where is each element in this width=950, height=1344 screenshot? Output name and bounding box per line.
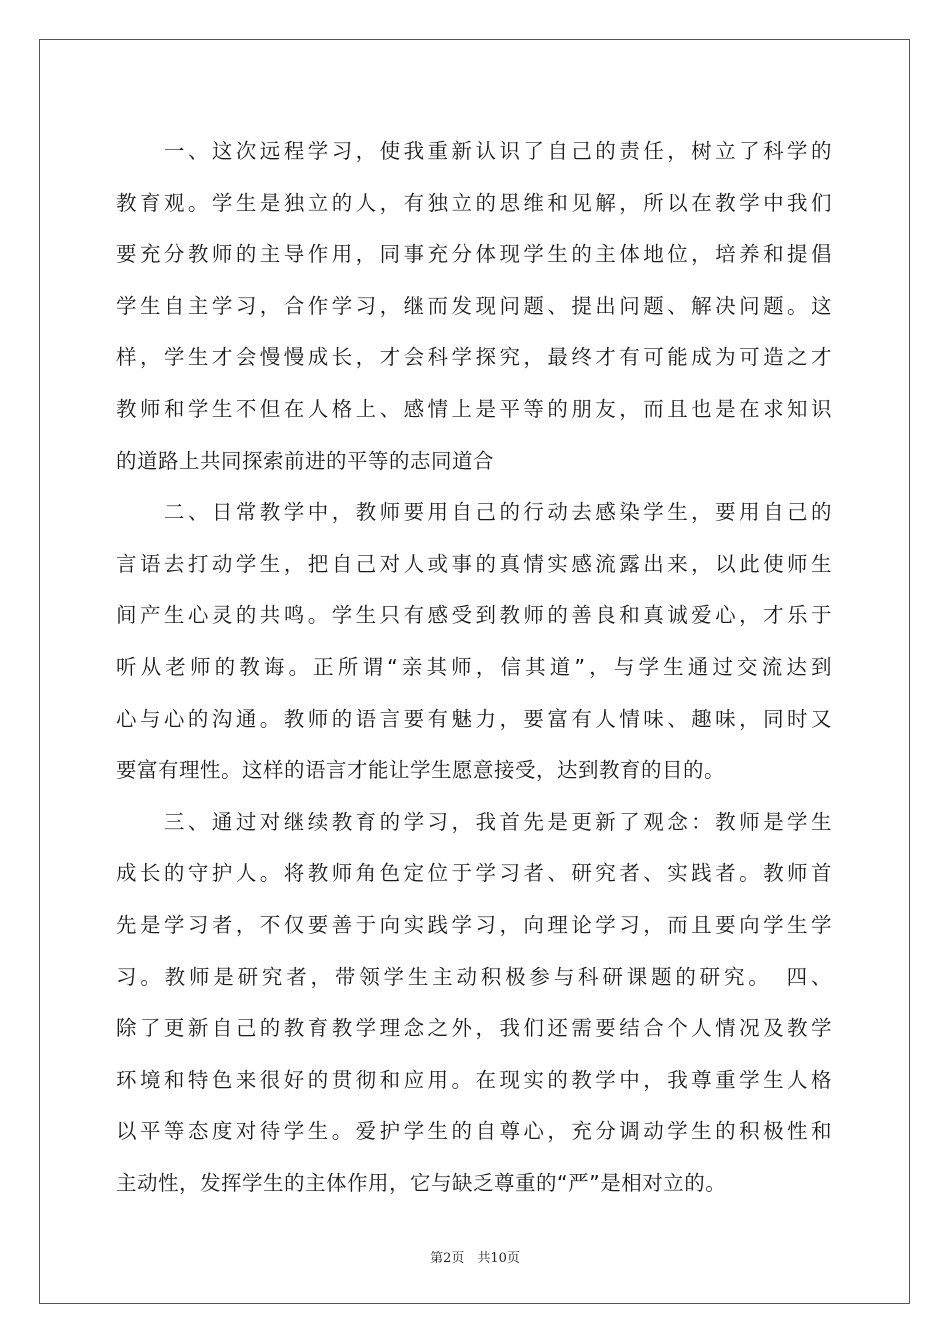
text-line: 听从老师的教诲。正所谓“亲其师，信其道”，与学生通过交流达到: [116, 654, 832, 679]
text-line: 的道路上共同探索前进的平等的志同道合: [116, 448, 494, 473]
text-line: 先是学习者，不仅要善于向实践学习，向理论学习，而且要向学生学: [116, 912, 832, 937]
text-line: 以平等态度对待学生。爱护学生的自尊心，充分调动学生的积极性和: [116, 1119, 832, 1144]
text-line: 环境和特色来很好的贯彻和应用。在现实的教学中，我尊重学生人格: [116, 1067, 832, 1092]
text-line: 心与心的沟通。教师的语言要有魅力，要富有人情味、趣味，同时又: [116, 706, 832, 731]
text-line: 间产生心灵的共鸣。学生只有感受到教师的善良和真诚爱心，才乐于: [116, 603, 832, 628]
text-line: 教师和学生不但在人格上、感情上是平等的朋友，而且也是在求知识: [116, 396, 832, 421]
text-line: 三、通过对继续教育的学习，我首先是更新了观念：教师是学生: [116, 809, 832, 834]
text-line: 习。教师是研究者，带领学生主动积极参与科研课题的研究。 四、: [116, 964, 832, 989]
document-body: [116, 126, 832, 1209]
text-line: 学生自主学习，合作学习，继而发现问题、提出问题、解决问题。这: [116, 293, 832, 318]
text-line: 言语去打动学生，把自己对人或事的真情实感流露出来，以此使师生: [116, 551, 832, 576]
text-line: 除了更新自己的教育教学理念之外，我们还需要结合个人情况及教学: [116, 1016, 832, 1041]
text-line: 要富有理性。这样的语言才能让学生愿意接受，达到教育的目的。: [116, 758, 725, 783]
text-line: 一、这次远程学习，使我重新认识了自己的责任，树立了科学的: [116, 139, 832, 163]
text-line: 要充分教师的主导作用，同事充分体现学生的主体地位，培养和提倡: [116, 242, 832, 267]
text-line: 二、日常教学中，教师要用自己的行动去感染学生，要用自己的: [116, 500, 832, 525]
text-line: 样，学生才会慢慢成长，才会科学探究，最终才有可能成为可造之才: [116, 345, 832, 370]
text-line: 教育观。学生是独立的人，有独立的思维和见解，所以在教学中我们: [116, 190, 832, 215]
page-number-footer: 第2页 共10页: [430, 1251, 520, 1266]
text-line: 成长的守护人。将教师角色定位于学习者、研究者、实践者。教师首: [116, 861, 832, 886]
text-line: 主动性，发挥学生的主体作用，它与缺乏尊重的“严”是相对立的。: [116, 1170, 727, 1195]
